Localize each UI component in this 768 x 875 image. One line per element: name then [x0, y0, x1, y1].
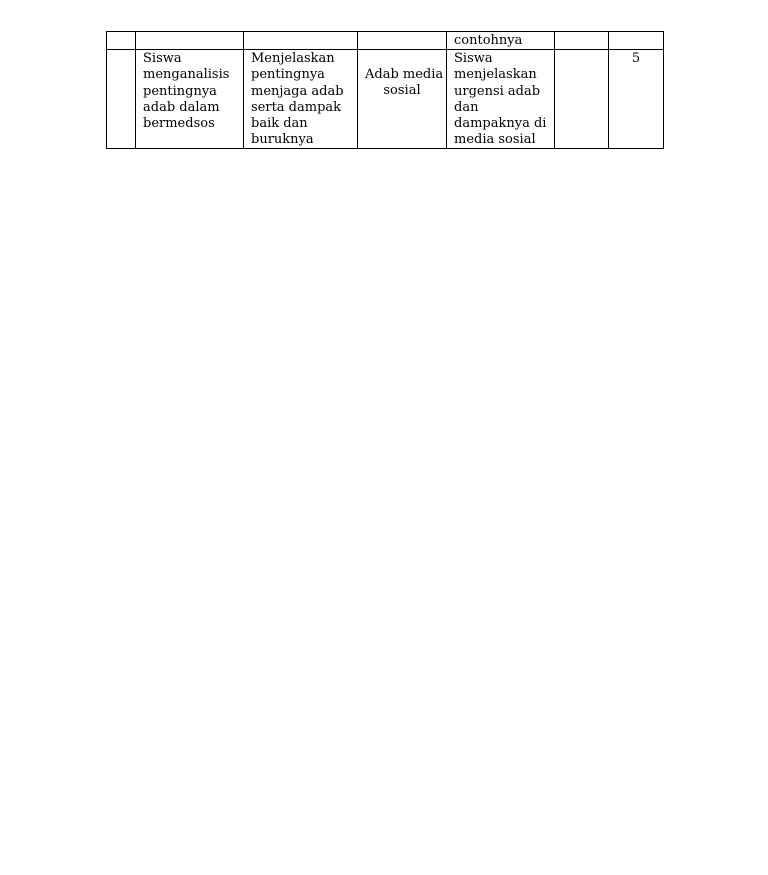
- cell-text: menjelaskan: [454, 67, 537, 83]
- table-cell-indicator: [447, 32, 555, 50]
- table-cell-indicator-b: [447, 50, 555, 149]
- table-row: [107, 32, 664, 50]
- table-cell-material: [358, 50, 447, 149]
- cell-text: bermedsos: [143, 116, 215, 132]
- table-row: [107, 50, 664, 149]
- table-cell: [107, 50, 136, 149]
- cell-text: dampaknya di: [454, 116, 547, 132]
- cell-text: pentingnya: [251, 67, 325, 83]
- cell-text: pentingnya: [143, 83, 217, 99]
- cell-text: media sosial: [454, 132, 536, 148]
- cell-text: adab dalam: [143, 99, 220, 115]
- cell-text: sosial: [383, 83, 421, 99]
- table-cell: [358, 32, 447, 50]
- row-number: 5: [631, 51, 641, 67]
- cell-text: contohnya: [454, 33, 523, 48]
- table-cell-learning-objective: [136, 50, 244, 149]
- table-cell: [136, 32, 244, 50]
- cell-text: Siswa: [143, 51, 182, 67]
- table-cell-indicator-a: [244, 50, 358, 149]
- cell-text: Menjelaskan: [251, 51, 335, 67]
- cell-text: serta dampak: [251, 99, 342, 115]
- table-cell-number: [609, 50, 664, 149]
- cell-text: menjaga adab: [251, 83, 344, 99]
- table-cell: [609, 32, 664, 50]
- table-cell: [107, 32, 136, 50]
- cell-text: Adab media: [365, 67, 444, 83]
- table-cell: [555, 50, 609, 149]
- cell-text: menganalisis: [143, 67, 230, 83]
- lesson-plan-table: [106, 31, 664, 149]
- cell-text: baik dan: [251, 116, 308, 132]
- cell-text: buruknya: [251, 132, 314, 148]
- cell-text: urgensi adab: [454, 83, 541, 99]
- cell-text: dan: [454, 99, 479, 115]
- table-cell: [555, 32, 609, 50]
- cell-text: Siswa: [454, 51, 493, 67]
- table-cell: [244, 32, 358, 50]
